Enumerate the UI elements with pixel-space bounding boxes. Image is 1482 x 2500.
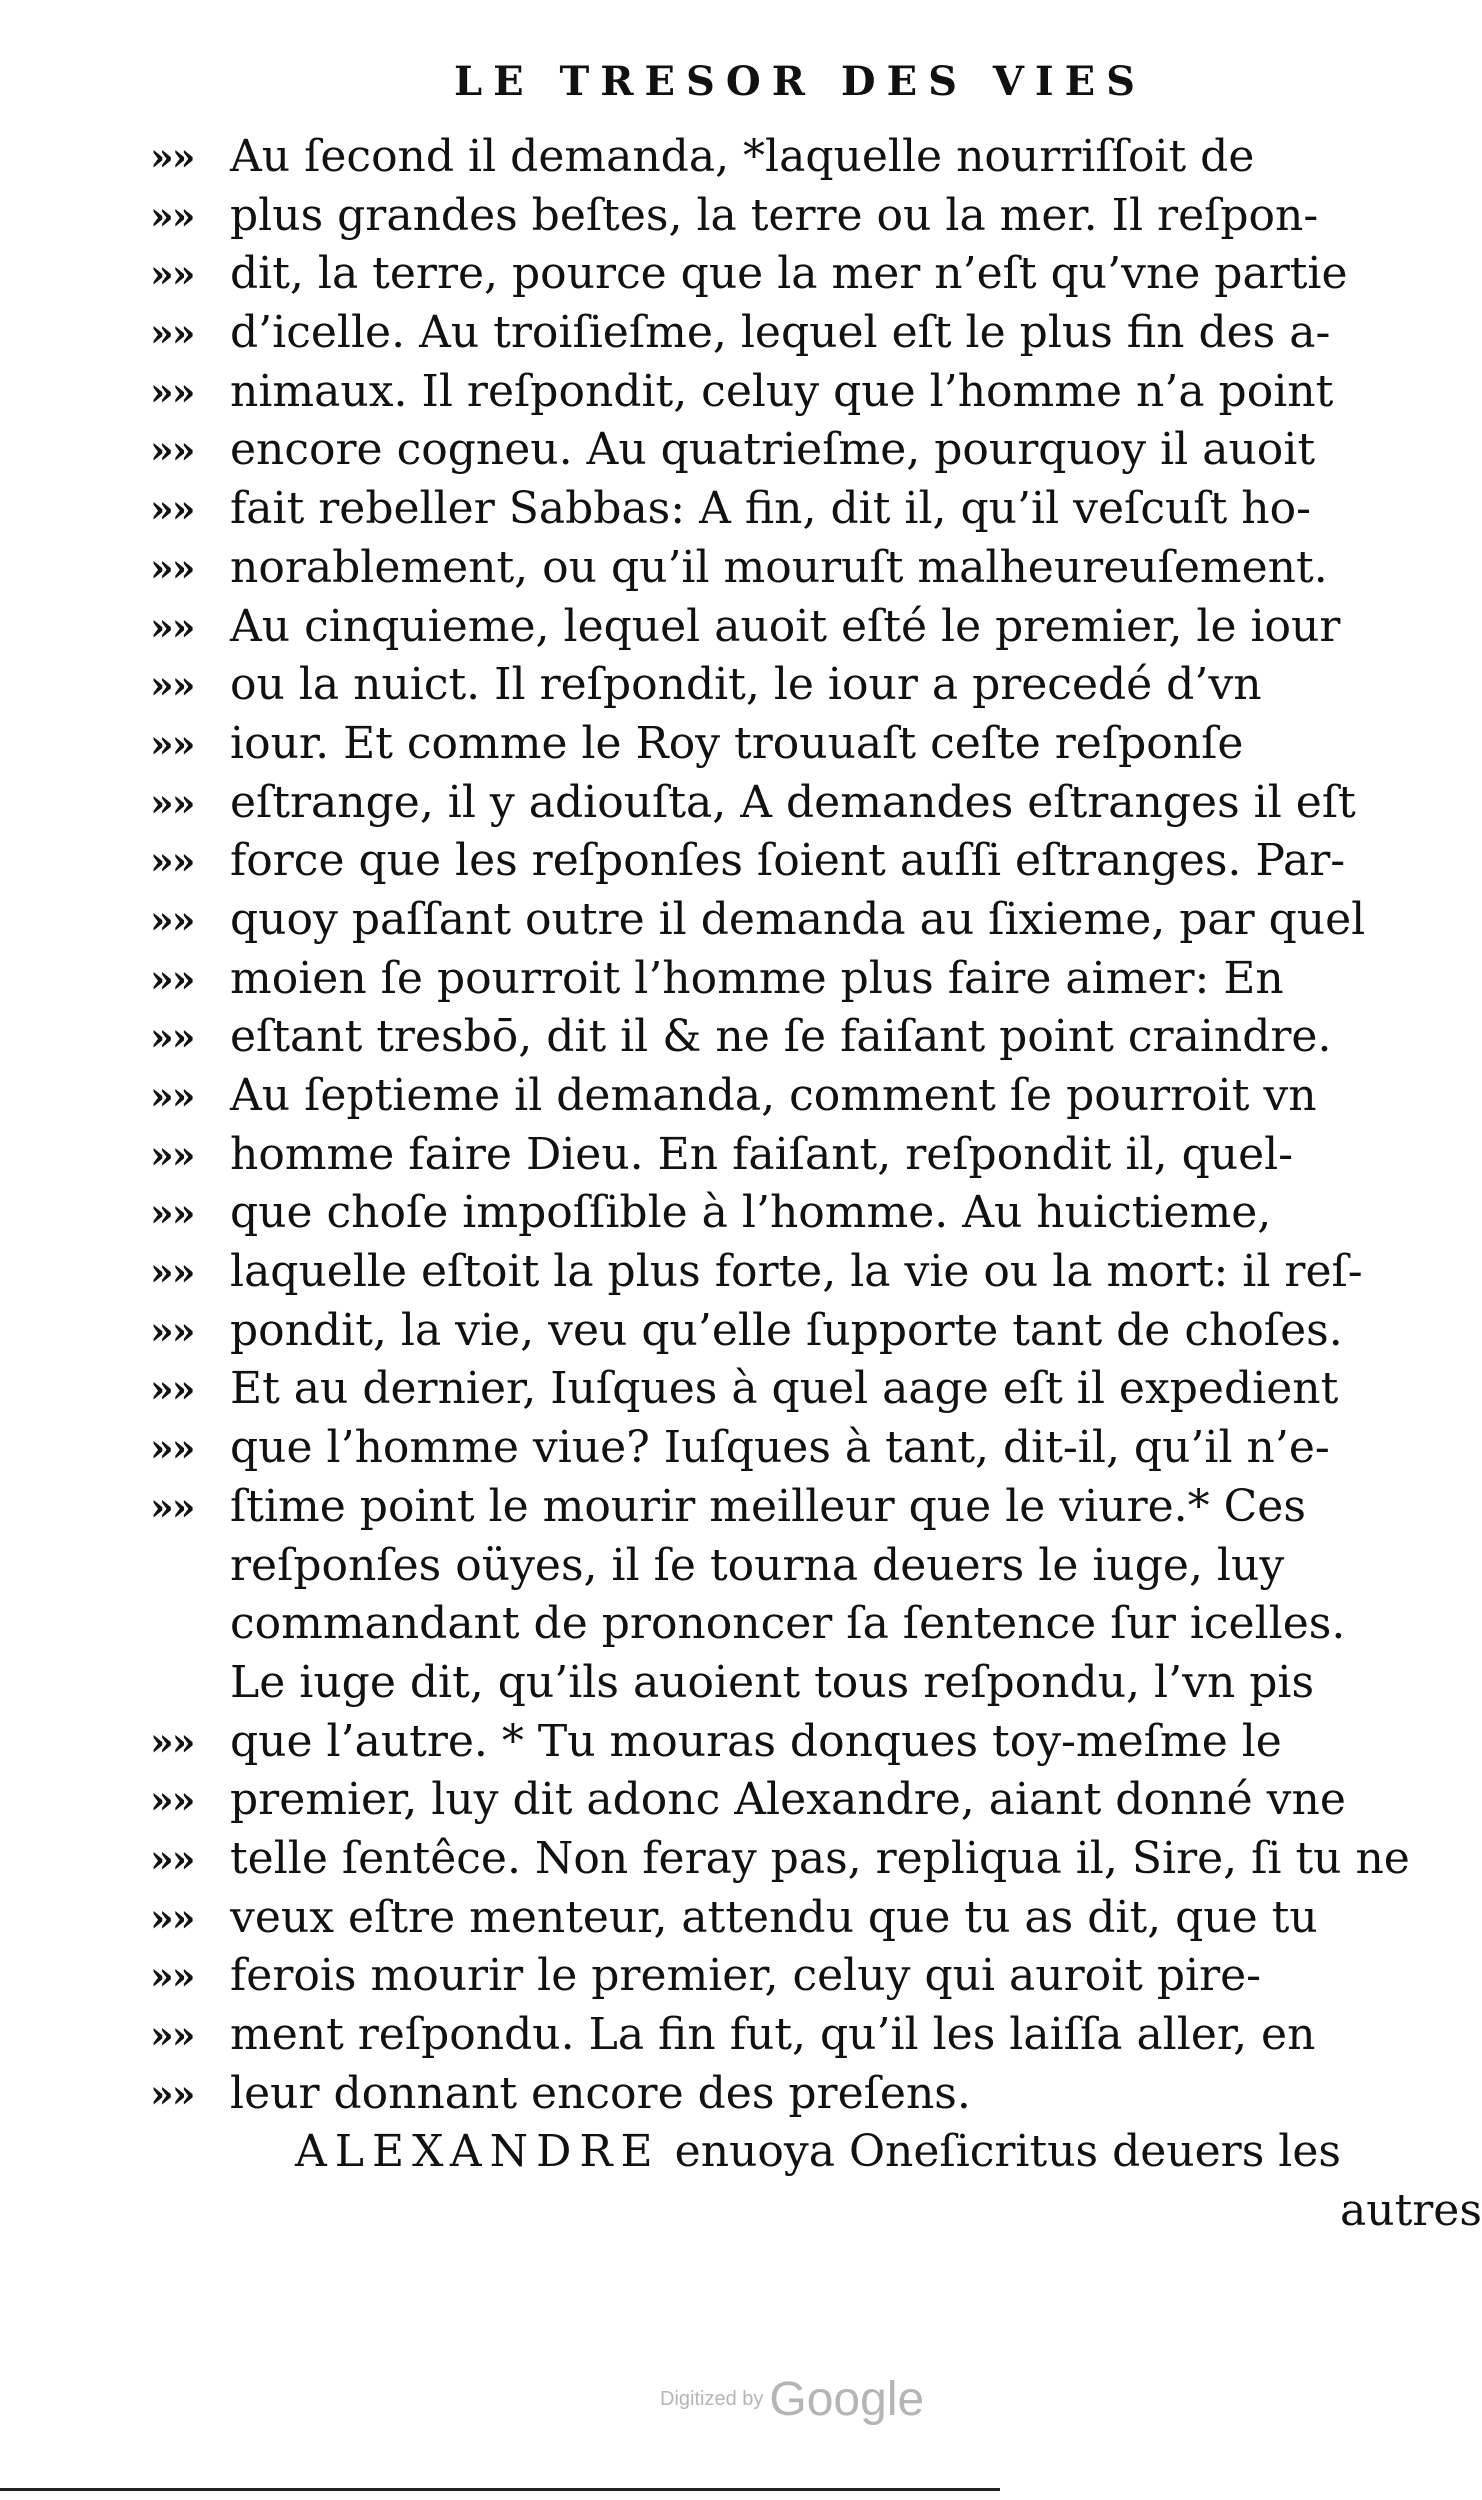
digitized-watermark <box>660 2372 924 2427</box>
paragraph-start-text <box>295 2123 1341 2182</box>
quotation-marker: »» <box>150 486 194 532</box>
page-edge-line <box>0 2488 1000 2491</box>
text-line <box>150 832 1380 891</box>
text-line <box>150 304 1380 363</box>
line-text: fait rebeller Sabbas: A fin, dit il, qu’il veſcuſt ho- <box>230 483 1311 535</box>
quotation-marker: »» <box>150 2070 194 2116</box>
paragraph-lead-word: ALEXANDRE <box>295 2126 661 2178</box>
line-text: telle ſentêce. Non feray pas, repliqua il, Sire, ſi tu ne <box>230 1832 1410 1884</box>
line-text: force que les reſponſes ſoient auſſi eſtranges. Par- <box>230 835 1346 887</box>
google-brand: Google <box>769 2373 925 2426</box>
line-text: leur donnant encore des preſens. <box>230 2067 971 2119</box>
quotation-marker: »» <box>150 662 194 708</box>
text-line <box>150 1771 1380 1830</box>
line-text: iour. Et comme le Roy trouuaſt ceſte reſponſe <box>230 717 1244 769</box>
line-text: pondit, la vie, veu qu’elle ſupporte tant de choſes. <box>230 1304 1343 1356</box>
text-line <box>150 656 1380 715</box>
quotation-marker: »» <box>150 1777 194 1823</box>
quotation-marker: »» <box>150 1190 194 1236</box>
line-text: eſtrange, il y adiouſta, A demandes eſtranges il eſt <box>230 776 1356 828</box>
text-line <box>150 128 1380 187</box>
line-text: dit, la terre, pource que la mer n’eſt qu’vne partie <box>230 248 1348 300</box>
quotation-marker: »» <box>150 1131 194 1177</box>
quotation-marker: »» <box>150 896 194 942</box>
quotation-marker: »» <box>150 779 194 825</box>
quotation-marker: »» <box>150 720 194 766</box>
quotation-marker: »» <box>150 134 194 179</box>
line-text: eſtant tresbō, dit il & ne ſe faiſant point craindre. <box>230 1011 1332 1063</box>
text-line <box>150 1243 1380 1302</box>
quotation-marker: »» <box>150 251 194 297</box>
line-text: reſponſes oüyes, il ſe tourna deuers le iuge, luy <box>230 1539 1285 1591</box>
line-text: Le iuge dit, qu’ils auoient tous reſpondu, l’vn pis <box>230 1656 1315 1708</box>
text-line <box>150 187 1380 246</box>
quotation-marker: »» <box>150 1483 194 1529</box>
quotation-marker: »» <box>150 1425 194 1471</box>
quotation-marker: »» <box>150 1835 194 1881</box>
line-text: que l’autre. * Tu mouras donques toy-meſme le <box>230 1715 1282 1767</box>
quotation-marker: »» <box>150 427 194 473</box>
quotation-marker: »» <box>150 2012 194 2057</box>
text-line <box>150 774 1380 833</box>
text-line <box>150 1478 1380 1537</box>
line-text: quoy paſſant outre il demanda au ſixieme, par quel <box>230 893 1366 945</box>
quotation-marker: »» <box>150 603 194 649</box>
line-text: d’icelle. Au troiſieſme, lequel eſt le plus fin des a- <box>230 307 1331 359</box>
line-text: veux eſtre menteur, attendu que tu as dit, que tu <box>230 1891 1318 1943</box>
text-line <box>150 1126 1380 1185</box>
quotation-marker: »» <box>150 368 194 414</box>
quotation-marker: »» <box>150 1718 194 1764</box>
text-line <box>150 2065 1380 2124</box>
text-line <box>150 598 1380 657</box>
quotation-marker: »» <box>150 1249 194 1295</box>
digitized-prefix: Digitized by <box>660 2388 764 2410</box>
line-text: Au ſeptieme il demanda, comment ſe pourroit vn <box>230 1070 1317 1121</box>
line-text: Au cinquieme, lequel auoit eſté le premier, le iour <box>230 600 1341 652</box>
line-text: ou la nuict. Il reſpondit, le iour a precedé d’vn <box>230 659 1262 711</box>
text-line <box>150 245 1380 304</box>
line-text: norablement, ou qu’il mouruſt malheureuſement. <box>230 541 1328 593</box>
text-line <box>150 950 1380 1009</box>
line-text: commandant de prononcer ſa ſentence ſur icelles. <box>230 1598 1346 1650</box>
quotation-marker: »» <box>150 1366 194 1412</box>
text-line <box>150 1947 1380 2006</box>
text-line <box>150 2006 1380 2065</box>
text-line <box>150 1830 1410 1889</box>
catchword-line <box>150 2182 1482 2241</box>
line-text: encore cogneu. Au quatrieſme, pourquoy il auoit <box>230 424 1316 476</box>
line-text: ment reſpondu. La fin fut, qu’il les laiſſa aller, en <box>230 2009 1316 2060</box>
text-block <box>150 128 1482 2241</box>
quotation-marker: »» <box>150 1014 194 1060</box>
line-text: plus grandes beſtes, la terre ou la mer. Il reſpon- <box>230 189 1319 241</box>
text-line <box>150 1008 1380 1067</box>
line-text: nimaux. Il reſpondit, celuy que l’homme n’a point <box>230 365 1334 417</box>
quotation-marker: »» <box>150 1894 194 1940</box>
line-text: Et au dernier, Iuſques à quel aage eſt il expedient <box>230 1363 1339 1415</box>
text-line <box>150 1419 1380 1478</box>
line-text: ſtime point le mourir meilleur que le viure.* Ces <box>230 1480 1306 1532</box>
quotation-marker: »» <box>150 1073 194 1118</box>
text-line <box>150 1360 1380 1419</box>
text-line <box>150 1067 1380 1126</box>
paragraph-start-line <box>150 2123 1380 2182</box>
text-line <box>150 1595 1380 1654</box>
quotation-marker: »» <box>150 310 194 356</box>
line-text: premier, luy dit adonc Alexandre, aiant donné vne <box>230 1774 1346 1826</box>
text-line <box>150 891 1380 950</box>
quotation-marker: »» <box>150 192 194 238</box>
line-text: homme faire Dieu. En faiſant, reſpondit il, quel- <box>230 1128 1294 1180</box>
quotation-marker: »» <box>150 1307 194 1353</box>
quotation-marker: »» <box>150 1953 194 1999</box>
text-line <box>150 480 1380 539</box>
running-head: LE TRESOR DES VIES <box>453 58 1147 105</box>
text-line <box>150 421 1380 480</box>
line-text: moien ſe pourroit l’homme plus faire aimer: En <box>230 952 1284 1004</box>
paragraph-text: enuoya Oneſicritus deuers les <box>674 2126 1341 2178</box>
line-text: Au ſecond il demanda, *laquelle nourriſſoit de <box>230 131 1255 182</box>
text-line <box>150 539 1380 598</box>
text-line <box>150 1889 1380 1948</box>
text-line <box>150 715 1380 774</box>
text-line <box>150 1713 1380 1772</box>
line-text: ferois mourir le premier, celuy qui auroit pire- <box>230 1950 1262 2002</box>
text-line <box>150 363 1380 422</box>
quotation-marker: »» <box>150 955 194 1001</box>
catchword: autres <box>1340 2185 1482 2237</box>
text-line <box>150 1302 1380 1361</box>
quotation-marker: »» <box>150 544 194 590</box>
line-text: que l’homme viue? Iuſques à tant, dit-il, qu’il n’e- <box>230 1422 1330 1474</box>
quotation-marker: »» <box>150 838 194 884</box>
text-line <box>150 1654 1380 1713</box>
line-text: laquelle eſtoit la plus forte, la vie ou la mort: il reſ- <box>230 1246 1363 1298</box>
line-text: que choſe impoſſible à l’homme. Au huictieme, <box>230 1187 1272 1239</box>
text-line <box>150 1184 1380 1243</box>
text-line <box>150 1537 1380 1596</box>
